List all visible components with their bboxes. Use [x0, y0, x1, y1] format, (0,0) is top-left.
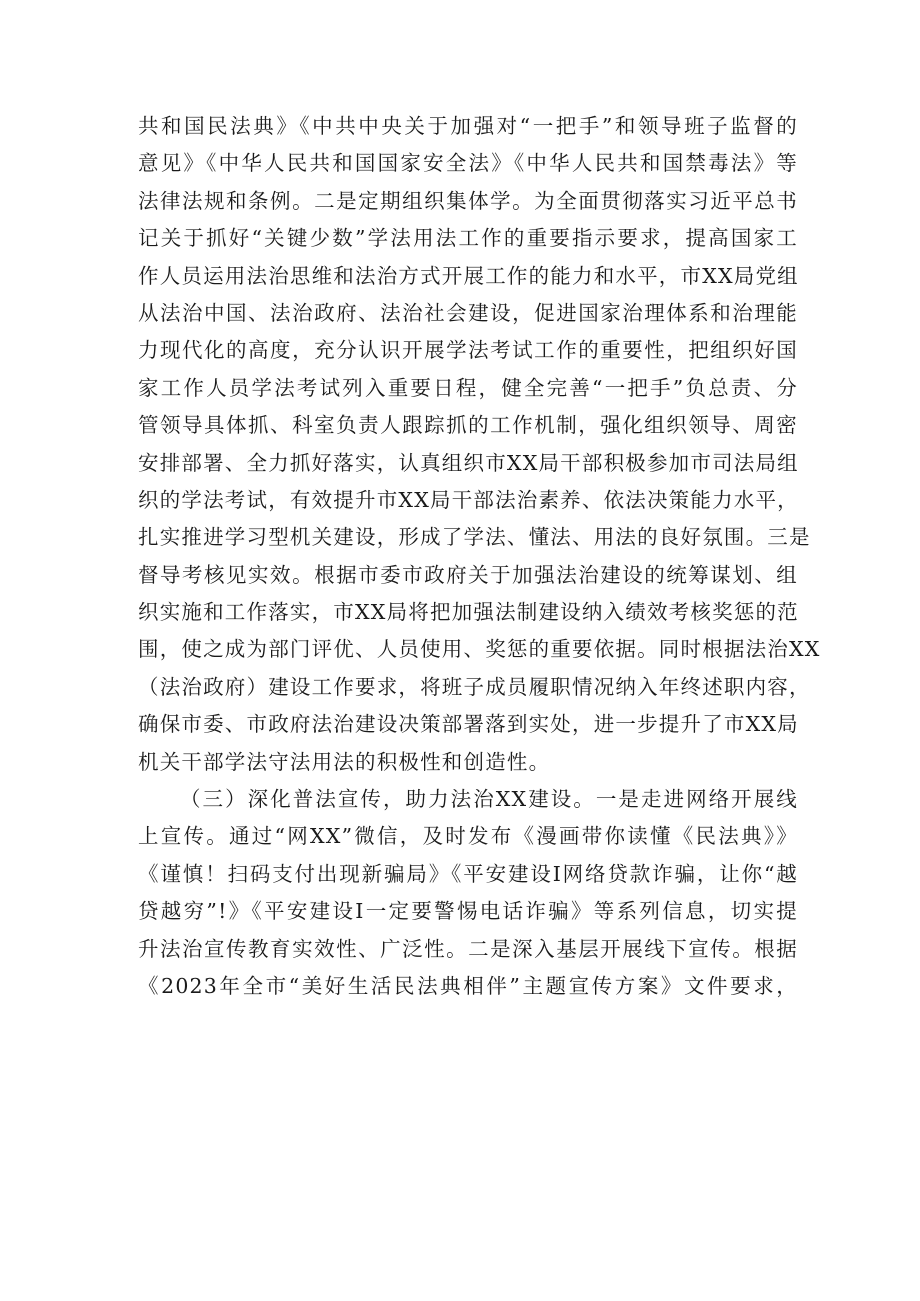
text-line-15: 围，使之成为部门评优、人员使用、奖惩的重要依据。同时根据法治XX	[138, 637, 821, 662]
text-line-17: 确保市委、市政府法治建设决策部署落到实处，进一步提升了市XX局	[138, 712, 799, 737]
text-line-5: 作人员运用法治思维和法治方式开展工作的能力和水平，市XX局党组	[138, 263, 799, 288]
text-line-2: 意见》《中华人民共和国国家安全法》《中华人民共和国禁毒法》等	[138, 151, 798, 176]
text-line-3: 法律法规和条例。二是定期组织集体学。为全面贯彻落实习近平总书	[138, 188, 798, 213]
text-line-22: 贷越穷”!》《平安建设Ⅰ一定要警惕电话诈骗》等系列信息，切实提	[138, 899, 798, 924]
body-text	[138, 108, 821, 1005]
text-line-23: 升法治宣传教育实效性、广泛性。二是深入基层开展线下宣传。根据	[138, 936, 798, 961]
text-line-13: 督导考核见实效。根据市委市政府关于加强法治建设的统筹谋划、组	[138, 562, 798, 587]
text-line-11: 织的学法考试，有效提升市XX局干部法治素养、依法决策能力水平，	[138, 487, 799, 512]
text-line-9: 管领导具体抓、科室负责人跟踪抓的工作机制，强化组织领导、周密	[138, 413, 798, 438]
text-line-6: 从法治中国、法治政府、法治社会建设，促进国家治理体系和治理能	[138, 300, 798, 325]
text-line-1: 共和国民法典》《中共中央关于加强对“一把手”和领导班子监督的	[138, 114, 798, 138]
text-line-8: 家工作人员学法考试列入重要日程，健全完善“一把手”负总责、分	[138, 375, 798, 400]
section-heading-line: （三）深化普法宣传，助力法治XX建设。一是走进网络开展线	[180, 787, 798, 812]
text-line-7: 力现代化的高度，充分认识开展学法考试工作的重要性，把组织好国	[138, 338, 798, 363]
text-line-21: 《谨慎！扫码支付出现新骗局》《平安建设Ⅰ网络贷款诈骗，让你“越	[138, 861, 798, 886]
text-line-14: 织实施和工作落实，市XX局将把加强法制建设纳入绩效考核奖惩的范	[138, 600, 799, 625]
text-line-24: 《2023年全市“美好生活民法典相伴”主题宣传方案》文件要求，	[138, 973, 798, 998]
text-line-16: （法治政府）建设工作要求，将班子成员履职情况纳入年终述职内容，	[138, 674, 811, 699]
text-line-4: 记关于抓好“关键少数”学法用法工作的重要指示要求，提高国家工	[138, 226, 798, 251]
text-line-12: 扎实推进学习型机关建设，形成了学法、懂法、用法的良好氛围。三是	[138, 525, 811, 550]
text-line-18: 机关干部学法守法用法的积极性和创造性。	[138, 749, 551, 774]
text-line-20: 上宣传。通过“网XX”微信，及时发布《漫画带你读懂《民法典》》	[138, 824, 798, 849]
text-line-10: 安排部署、全力抓好落实，认真组织市XX局干部积极参加市司法局组	[138, 450, 799, 475]
